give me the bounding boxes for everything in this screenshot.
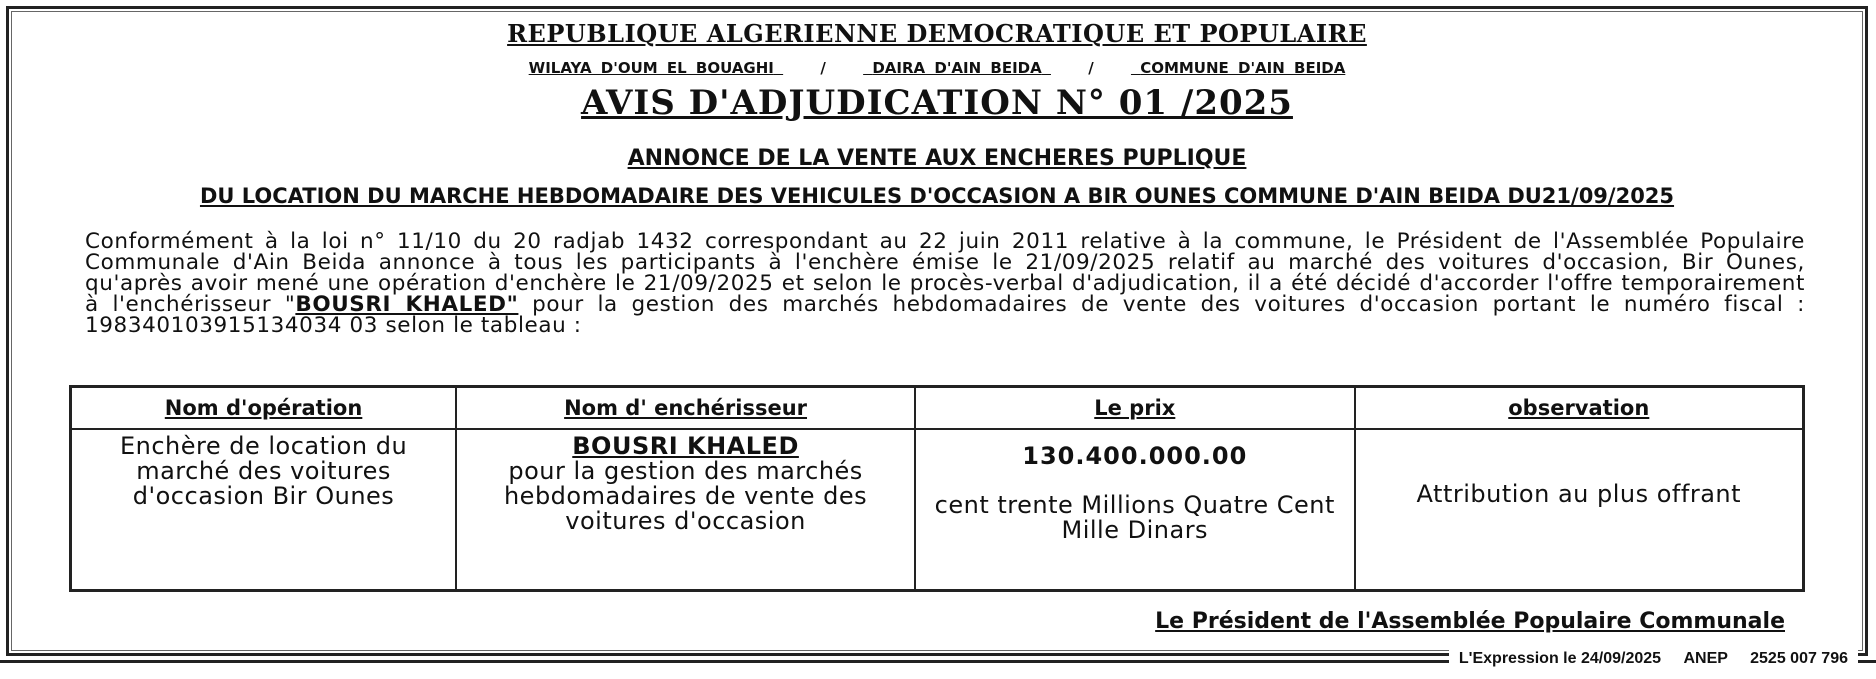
announcement-subheading: DU LOCATION DU MARCHE HEBDOMADAIRE DES VEHICULES D'OCCASION A BIR OUNES COMMUNE D'AIN BEIDA DU21/09/2025 bbox=[199, 184, 1675, 208]
notice-frame bbox=[6, 6, 1868, 656]
header-operation: Nom d'opération bbox=[71, 387, 457, 430]
observation-text: Attribution au plus offrant bbox=[1416, 480, 1742, 508]
publication-name-date: L'Expression le 24/09/2025 bbox=[1458, 650, 1662, 667]
signature-line: Le Président de l'Assemblée Populaire Communale bbox=[1155, 609, 1785, 634]
body-text-before: Conformément à la loi n° 11/10 du 20 radjab 1432 correspondant au 22 juin 2011 relative à la commune, le Président de l'Assemblée Populaire Communale d'Ain Beida annonce à tous les participants à l'enchère émise le 21/09/2025 relatif au marché des voitures d'occasion, Bir Ounes, qu'après avoir mené une opération d'enchère le 21/09/2025 et selon le procès-verbal d'adjudication, il a été décidé d'accorder l'offre temporairement à l'enchérisseur " bbox=[85, 229, 1805, 317]
reference-number: 2525 007 796 bbox=[1750, 650, 1848, 667]
price-number: 130.400.000.00 bbox=[1022, 442, 1248, 470]
bidder-name: BOUSRI KHALED bbox=[572, 432, 799, 460]
adjudication-table bbox=[69, 385, 1805, 592]
operation-text: Enchère de location du marché des voitures d'occasion Bir Ounes bbox=[119, 432, 408, 510]
bidder-highlight: BOUSRI KHALED" bbox=[295, 292, 519, 317]
notice-body bbox=[85, 231, 1805, 336]
publication-footer bbox=[1449, 650, 1858, 668]
separator: / bbox=[820, 59, 826, 77]
header-observation: observation bbox=[1355, 387, 1804, 430]
cell-operation bbox=[71, 429, 457, 591]
wilaya-label: WILAYA D'OUM EL BOUAGHI bbox=[528, 59, 774, 77]
price-words: cent trente Millions Quatre Cent Mille Dinars bbox=[934, 491, 1335, 544]
table-header-row bbox=[71, 387, 1804, 430]
separator: / bbox=[1088, 59, 1094, 77]
announcement-heading: ANNONCE DE LA VENTE AUX ENCHERES PUPLIQUE bbox=[627, 146, 1247, 171]
agency-name: ANEP bbox=[1683, 650, 1728, 667]
administrative-line bbox=[9, 59, 1865, 77]
commune-label: COMMUNE D'AIN BEIDA bbox=[1140, 59, 1346, 77]
republic-heading: REPUBLIQUE ALGERIENNE DEMOCRATIQUE ET POPULAIRE bbox=[507, 19, 1367, 48]
cell-bidder bbox=[456, 429, 915, 591]
body-text-after: pour la gestion des marchés hebdomadaires de vente des voitures d'occasion portant le numéro fiscal : 198340103915134034 03 selon le tableau : bbox=[85, 292, 1805, 338]
bidder-description: pour la gestion des marchés hebdomadaires de vente des voitures d'occasion bbox=[503, 457, 868, 535]
notice-title: AVIS D'ADJUDICATION N° 01 /2025 bbox=[581, 83, 1293, 123]
header-price: Le prix bbox=[915, 387, 1355, 430]
daira-label: DAIRA D'AIN BEIDA bbox=[872, 59, 1042, 77]
cell-observation bbox=[1355, 429, 1804, 591]
header-bidder: Nom d' enchérisseur bbox=[456, 387, 915, 430]
cell-price bbox=[915, 429, 1355, 591]
table-row bbox=[71, 429, 1804, 591]
